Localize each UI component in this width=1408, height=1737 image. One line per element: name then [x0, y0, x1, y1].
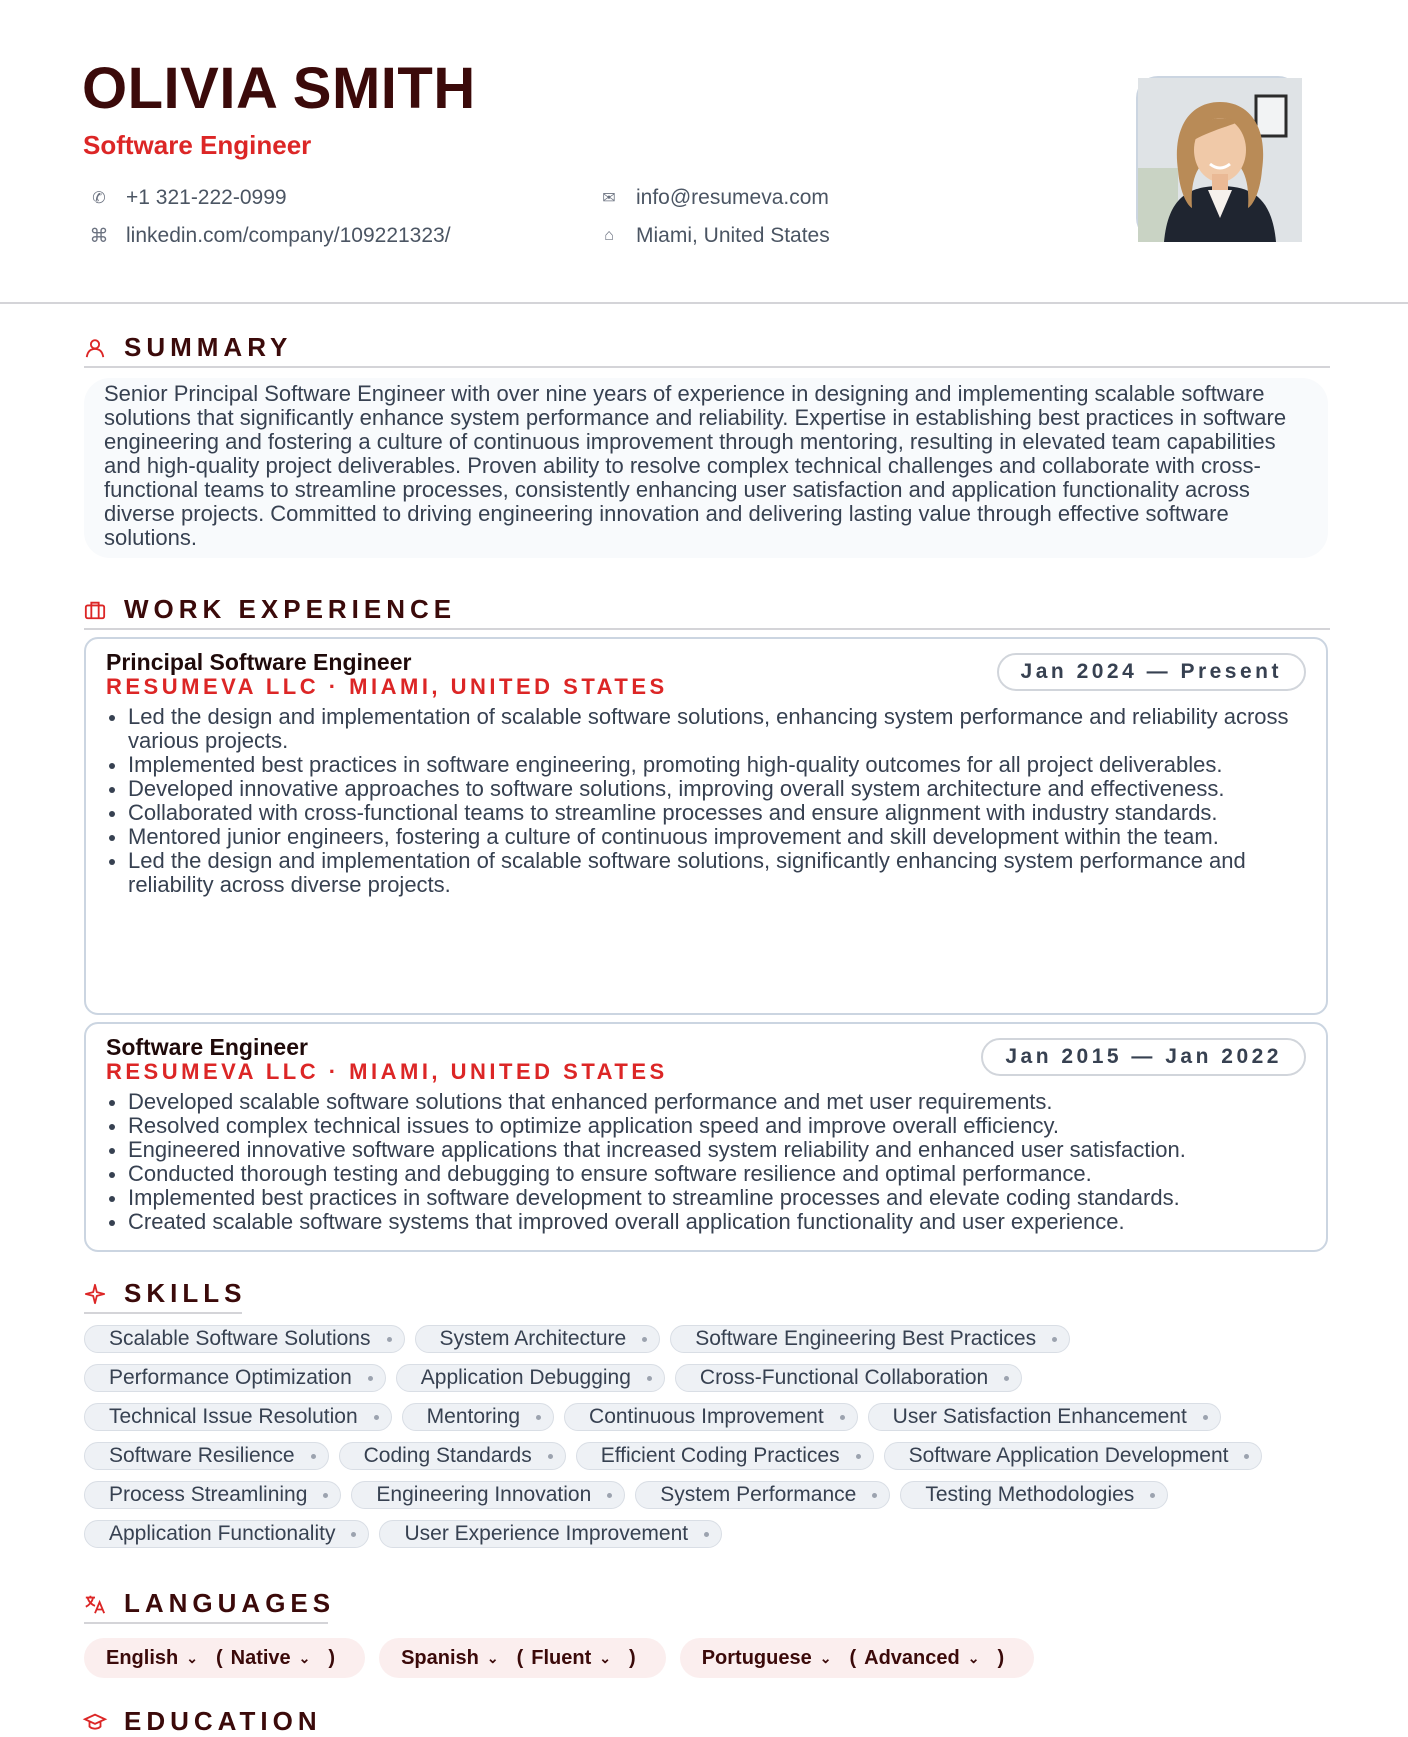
job-dates: Jan 2015 — Jan 2022 — [981, 1038, 1306, 1076]
education-heading — [84, 1706, 322, 1737]
languages-divider — [84, 1622, 328, 1624]
chevron-down-icon: ⌄ — [599, 1649, 612, 1666]
dot-icon — [1244, 1454, 1249, 1459]
skill-chip — [675, 1364, 1022, 1392]
job-bullet: Led the design and implementation of scalable software solutions, significantly enhancing system performance and reliability across diverse projects. — [106, 849, 1306, 897]
skill-label: System Performance — [660, 1483, 857, 1506]
skill-chip — [402, 1403, 554, 1431]
dot-icon — [647, 1376, 652, 1381]
language-level: Advanced — [864, 1646, 960, 1669]
dot-icon — [368, 1376, 373, 1381]
language-pill[interactable] — [379, 1638, 666, 1678]
skill-row — [84, 1403, 1344, 1431]
job-company: RESUMEVA LLC · MIAMI, UNITED STATES — [106, 674, 668, 699]
summary-divider — [84, 366, 1330, 368]
phone-text: +1 321-222-0999 — [126, 186, 287, 209]
chevron-down-icon: ⌄ — [819, 1649, 832, 1666]
skills-heading — [84, 1278, 246, 1309]
skill-label: Cross-Functional Collaboration — [699, 1366, 989, 1389]
skill-label: User Satisfaction Enhancement — [892, 1405, 1187, 1428]
job-bullet: Implemented best practices in software development to streamline processes and elevate coding standards. — [106, 1186, 1306, 1210]
chevron-down-icon: ⌄ — [298, 1649, 311, 1666]
skills-divider — [84, 1312, 242, 1314]
skill-chip — [84, 1325, 405, 1353]
link-icon: ⌘ — [89, 225, 109, 247]
job-bullet: Resolved complex technical issues to optimize application speed and improve overall efficiency. — [106, 1114, 1306, 1138]
graduation-icon — [84, 1711, 106, 1733]
sparkle-icon — [84, 1283, 106, 1305]
skill-label: Application Functionality — [109, 1522, 336, 1545]
dot-icon — [856, 1454, 861, 1459]
dot-icon — [704, 1532, 709, 1537]
language-name: Portuguese — [701, 1646, 812, 1669]
skill-row — [84, 1520, 1344, 1548]
home-icon: ⌂ — [604, 227, 614, 244]
dot-icon — [840, 1415, 845, 1420]
chevron-down-icon: ⌄ — [967, 1649, 980, 1666]
linkedin-text: linkedin.com/company/109221323/ — [126, 224, 451, 247]
skill-row — [84, 1325, 1344, 1353]
language-level: Native — [230, 1646, 291, 1669]
skill-label: Software Engineering Best Practices — [695, 1327, 1037, 1350]
open-paren-icon: ( — [516, 1646, 524, 1669]
job-bullet: Collaborated with cross-functional teams to streamline processes and ensure alignment with industry standards. — [106, 801, 1306, 825]
dot-icon — [351, 1532, 356, 1537]
skill-chip — [84, 1403, 392, 1431]
education-heading-text: EDUCATION — [124, 1706, 322, 1736]
dot-icon — [1150, 1493, 1155, 1498]
skill-label: Software Resilience — [109, 1444, 295, 1467]
skill-chip — [635, 1481, 890, 1509]
skills-list — [84, 1325, 1344, 1559]
skill-chip — [900, 1481, 1168, 1509]
contact-phone[interactable] — [84, 186, 287, 210]
translate-icon — [84, 1593, 106, 1615]
skill-row — [84, 1364, 1344, 1392]
skill-label: Performance Optimization — [109, 1366, 352, 1389]
language-name: English — [106, 1646, 179, 1669]
close-paren-icon: ) — [328, 1646, 336, 1669]
skill-chip — [84, 1520, 369, 1548]
dot-icon — [536, 1415, 541, 1420]
skill-label: Mentoring — [426, 1405, 521, 1428]
experience-heading-text: WORK EXPERIENCE — [124, 594, 457, 624]
skill-chip — [84, 1364, 386, 1392]
skill-chip — [670, 1325, 1070, 1353]
email-text: info@resumeva.com — [636, 186, 829, 209]
skill-label: Efficient Coding Practices — [600, 1444, 840, 1467]
skill-label: Continuous Improvement — [589, 1405, 824, 1428]
close-paren-icon: ) — [629, 1646, 636, 1669]
briefcase-icon — [84, 599, 106, 621]
language-pill[interactable] — [680, 1638, 1034, 1678]
contact-location — [594, 224, 830, 248]
dot-icon — [642, 1337, 647, 1342]
contact-email[interactable] — [594, 186, 829, 210]
open-paren-icon: ( — [215, 1646, 223, 1669]
skill-label: Coding Standards — [363, 1444, 532, 1467]
job-bullets — [106, 1090, 1306, 1234]
skill-row — [84, 1442, 1344, 1470]
job-card — [84, 637, 1328, 1015]
skill-chip — [564, 1403, 858, 1431]
mail-icon: ✉ — [602, 190, 616, 207]
contact-linkedin[interactable] — [84, 224, 451, 248]
skill-chip — [84, 1442, 329, 1470]
skill-label: Software Application Development — [908, 1444, 1229, 1467]
skill-label: User Experience Improvement — [404, 1522, 689, 1545]
skill-chip — [339, 1442, 566, 1470]
dot-icon — [1004, 1376, 1009, 1381]
skill-label: Application Debugging — [420, 1366, 631, 1389]
user-icon — [84, 337, 106, 359]
job-bullet: Engineered innovative software applications that increased system reliability and enhanced user satisfaction. — [106, 1138, 1306, 1162]
skill-label: System Architecture — [439, 1327, 627, 1350]
job-title: Software Engineer — [106, 1034, 308, 1060]
skill-label: Engineering Innovation — [376, 1483, 592, 1506]
close-paren-icon: ) — [997, 1646, 1005, 1669]
location-text: Miami, United States — [636, 224, 830, 247]
dot-icon — [1052, 1337, 1057, 1342]
chevron-down-icon: ⌄ — [186, 1649, 198, 1666]
summary-heading-text: SUMMARY — [124, 332, 293, 362]
job-bullet: Created scalable software systems that improved overall application functionality and user experience. — [106, 1210, 1306, 1234]
skill-chip — [415, 1325, 661, 1353]
dot-icon — [374, 1415, 379, 1420]
dot-icon — [323, 1493, 328, 1498]
skill-chip — [884, 1442, 1263, 1470]
job-company: RESUMEVA LLC · MIAMI, UNITED STATES — [106, 1059, 668, 1084]
job-bullet: Developed innovative approaches to software solutions, improving overall system architecture and effectiveness. — [106, 777, 1306, 801]
skill-chip — [84, 1481, 341, 1509]
dot-icon — [872, 1493, 877, 1498]
open-paren-icon: ( — [849, 1646, 857, 1669]
language-name: Spanish — [401, 1646, 479, 1669]
job-card — [84, 1022, 1328, 1252]
skill-chip — [576, 1442, 874, 1470]
experience-heading — [84, 594, 456, 625]
skill-chip — [868, 1403, 1221, 1431]
languages-heading — [84, 1588, 335, 1619]
experience-divider — [84, 628, 1330, 630]
summary-text: Senior Principal Software Engineer with over nine years of experience in designing and implementing scalable software solutions that significantly enhance system performance and reliability. Expertise in establishing best practices in software engineering and fostering a culture of continuous improvement through mentoring, resulting in elevated team capabilities and high-quality project deliverables. Proven ability to resolve complex technical challenges and collaborate with cross-functional teams to streamline processes, consistently enhancing user satisfaction and application functionality across diverse projects. Committed to driving engineering innovation and delivering lasting value through effective software solutions. — [84, 378, 1328, 558]
skill-label: Testing Methodologies — [925, 1483, 1135, 1506]
summary-heading — [84, 332, 292, 363]
skill-row — [84, 1481, 1344, 1509]
profile-photo — [1136, 76, 1300, 240]
skill-chip — [379, 1520, 722, 1548]
skill-chip — [351, 1481, 625, 1509]
chevron-down-icon: ⌄ — [486, 1649, 499, 1666]
dot-icon — [607, 1493, 612, 1498]
skills-heading-text: SKILLS — [124, 1278, 247, 1308]
language-pill[interactable] — [84, 1638, 365, 1678]
dot-icon — [1203, 1415, 1208, 1420]
job-bullet: Implemented best practices in software engineering, promoting high-quality outcomes for all project deliverables. — [106, 753, 1306, 777]
skill-label: Technical Issue Resolution — [109, 1405, 358, 1428]
languages-heading-text: LANGUAGES — [124, 1588, 336, 1618]
languages-list — [84, 1638, 1048, 1678]
language-level: Fluent — [531, 1646, 592, 1669]
skill-label: Process Streamlining — [109, 1483, 308, 1506]
job-bullet: Led the design and implementation of scalable software solutions, enhancing system performance and reliability across various projects. — [106, 705, 1306, 753]
job-bullet: Developed scalable software solutions that enhanced performance and met user requirements. — [106, 1090, 1306, 1114]
skill-chip — [396, 1364, 665, 1392]
resume-header — [0, 0, 1408, 304]
job-dates: Jan 2024 — Present — [997, 653, 1306, 691]
job-bullets — [106, 705, 1306, 897]
job-bullet: Mentored junior engineers, fostering a culture of continuous improvement and skill development within the team. — [106, 825, 1306, 849]
dot-icon — [311, 1454, 316, 1459]
candidate-role: Software Engineer — [83, 130, 312, 160]
phone-icon: ✆ — [92, 190, 106, 207]
job-title: Principal Software Engineer — [106, 649, 412, 675]
candidate-name: OLIVIA SMITH — [82, 56, 476, 121]
dot-icon — [548, 1454, 553, 1459]
skill-label: Scalable Software Solutions — [109, 1327, 371, 1350]
dot-icon — [387, 1337, 392, 1342]
job-bullet: Conducted thorough testing and debugging to ensure software resilience and optimal performance. — [106, 1162, 1306, 1186]
